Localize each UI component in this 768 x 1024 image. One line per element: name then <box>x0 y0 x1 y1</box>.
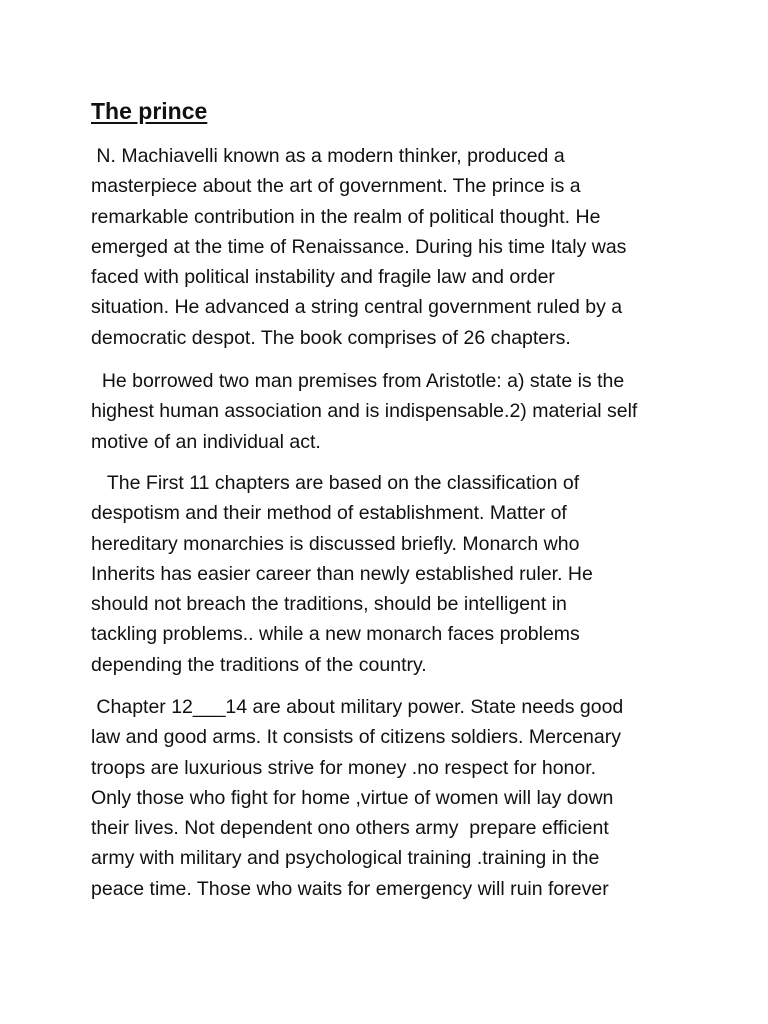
text-line: motive of an individual act. <box>91 430 321 453</box>
text-line: Inherits has easier career than newly established ruler. He <box>91 562 593 585</box>
text-line: tackling problems.. while a new monarch faces problems <box>91 623 580 646</box>
text-line: masterpiece about the art of government. The prince is a <box>91 175 581 198</box>
text-line: He borrowed two man premises from Aristotle: a) state is the <box>91 370 625 392</box>
text-line: democratic despot. The book comprises of 26 chapters. <box>91 326 571 349</box>
text-line: N. Machiavelli known as a modern thinker, produced a <box>91 145 565 167</box>
paragraph-first-chapters <box>91 468 691 680</box>
text-line: The First 11 chapters are based on the classification of <box>91 472 580 494</box>
text-line: situation. He advanced a string central government ruled by a <box>91 296 623 319</box>
text-line: law and good arms. It consists of citizens soldiers. Mercenary <box>91 726 621 749</box>
text-line: remarkable contribution in the realm of political thought. He <box>91 205 601 228</box>
document-title: The prince <box>91 98 208 124</box>
paragraph-military <box>91 692 691 904</box>
text-line: despotism and their method of establishment. Matter of <box>91 502 567 525</box>
text-line: peace time. Those who waits for emergency will ruin forever <box>91 877 609 900</box>
text-line: Only those who fight for home ,virtue of women will lay down <box>91 786 614 809</box>
text-line: army with military and psychological training .training in the <box>91 847 600 870</box>
text-line: hereditary monarchies is discussed briefly. Monarch who <box>91 532 580 555</box>
text-line: highest human association and is indispensable.2) material self <box>91 400 638 423</box>
paragraph-aristotle <box>91 366 691 457</box>
text-line: troops are luxurious strive for money .no respect for honor. <box>91 756 597 779</box>
text-line: should not breach the traditions, should be intelligent in <box>91 593 567 616</box>
text-line: faced with political instability and fragile law and order <box>91 266 555 289</box>
text-line: Chapter 12___14 are about military power. State needs good <box>91 696 624 718</box>
text-line: depending the traditions of the country. <box>91 653 427 676</box>
text-line: their lives. Not dependent ono others army prepare efficient <box>91 817 609 840</box>
text-line: emerged at the time of Renaissance. During his time Italy was <box>91 235 627 258</box>
paragraph-intro <box>91 141 691 353</box>
